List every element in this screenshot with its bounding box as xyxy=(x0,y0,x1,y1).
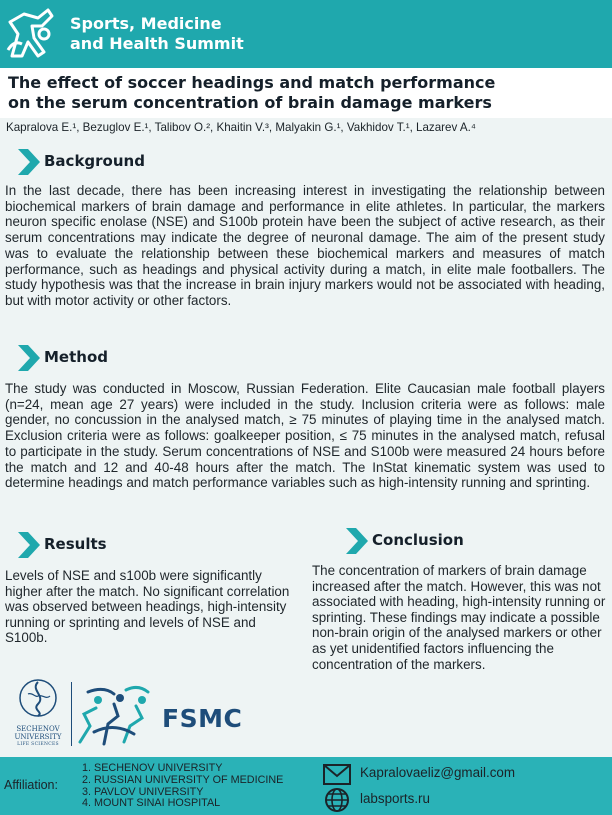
website-link[interactable]: labsports.ru xyxy=(360,791,430,806)
affiliation-label: Affiliation: xyxy=(4,778,58,792)
chevron-right-icon xyxy=(14,530,42,560)
paper-title-line2: on the serum concentration of brain damage markers xyxy=(8,93,492,112)
summit-logo-icon xyxy=(4,4,60,64)
summit-header xyxy=(0,0,612,68)
fsmc-logo-text: FSMC xyxy=(162,704,243,733)
affiliation-item: 4. MOUNT SINAI HOSPITAL xyxy=(82,797,221,810)
sechenov-university-name xyxy=(8,725,68,749)
authors: Kapralova E.¹, Bezuglov E.¹, Talibov O.², Khaitin V.³, Malyakin G.¹, Vakhidov T.¹, Lazarev A.⁴ xyxy=(6,121,476,134)
globe-icon xyxy=(322,787,352,813)
sechenov-name-line1: SECHENOV xyxy=(16,725,60,733)
method-title: Method xyxy=(44,348,108,366)
affiliation-item: 1. SECHENOV UNIVERSITY xyxy=(82,762,223,774)
affiliation-list xyxy=(82,763,283,810)
affiliation-item: 2. RUSSIAN UNIVERSITY OF MEDICINE xyxy=(82,773,284,786)
email-link[interactable]: Kapralovaeliz@gmail.com xyxy=(360,765,515,780)
chevron-right-icon xyxy=(14,147,42,177)
background-title: Background xyxy=(44,152,145,170)
method-text: The study was conducted in Moscow, Russian Federation. Elite Caucasian male football players (n=24, mean age 27 years) were included in the study. Inclusion criteria were as follows: male gender, no concussion in the analysed match, ≥ 75 minutes of playing time in the analysed match. Exclusion criteria were as follows: goalkeeper position, ≤ 75 minutes in the analysed match, refusal to participate in the study. Serum concentrations of NSE and S100b were measured 24 hours before the match and 12 and 40-48 hours after the match. The InStat kinematic system was used to determine headings and match performance variables such as high-intensity running and sprinting. xyxy=(5,381,605,491)
sechenov-name-line3: LIFE SCIENCES xyxy=(17,742,59,747)
summit-title-line1: Sports, Medicine xyxy=(70,14,222,33)
summit-title-line2: and Health Summit xyxy=(70,34,244,53)
conclusion-text: The concentration of markers of brain damage increased after the match. However, this was not associated with heading, high-intensity running or sprinting. These findings may indicate a possible non-brain origin of the analysed markers or other as yet unidentified factors influencing the concentration of the markers. xyxy=(312,563,606,672)
background-text: In the last decade, there has been increasing interest in investigating the relationship between biochemical markers of brain damage and performance in elite athletes. In particular, the markers neuron specific enolase (NSE) and S100b protein have been the subject of active research, as their serum concentrations may indicate the degree of neuronal damage. The aim of the present study was to evaluate the relationship between these biochemical markers and measures of match performance, such as headings and physical activity during a match, in elite male footballers. The study hypothesis was that the increase in brain injury markers would not be associated with heading, but with motor activity or other factors. xyxy=(5,183,605,308)
results-title: Results xyxy=(44,535,107,553)
sechenov-name-line2: UNIVERSITY xyxy=(14,733,62,741)
conclusion-title: Conclusion xyxy=(372,531,464,549)
fsmc-athletes-logo-icon xyxy=(74,682,154,752)
affiliation-item: 3. PAVLOV UNIVERSITY xyxy=(82,785,204,798)
summit-title xyxy=(70,14,244,54)
results-text: Levels of NSE and s100b were significantly higher after the match. No significant correlation was observed between headings, high-intensity running or sprinting and levels of NSE and S100b. xyxy=(5,568,290,646)
paper-title xyxy=(8,73,598,113)
logo-divider xyxy=(71,682,72,746)
chevron-right-icon xyxy=(342,526,370,556)
paper-title-line1: The effect of soccer headings and match performance xyxy=(8,73,496,92)
chevron-right-icon xyxy=(14,343,42,373)
envelope-icon xyxy=(322,762,352,788)
